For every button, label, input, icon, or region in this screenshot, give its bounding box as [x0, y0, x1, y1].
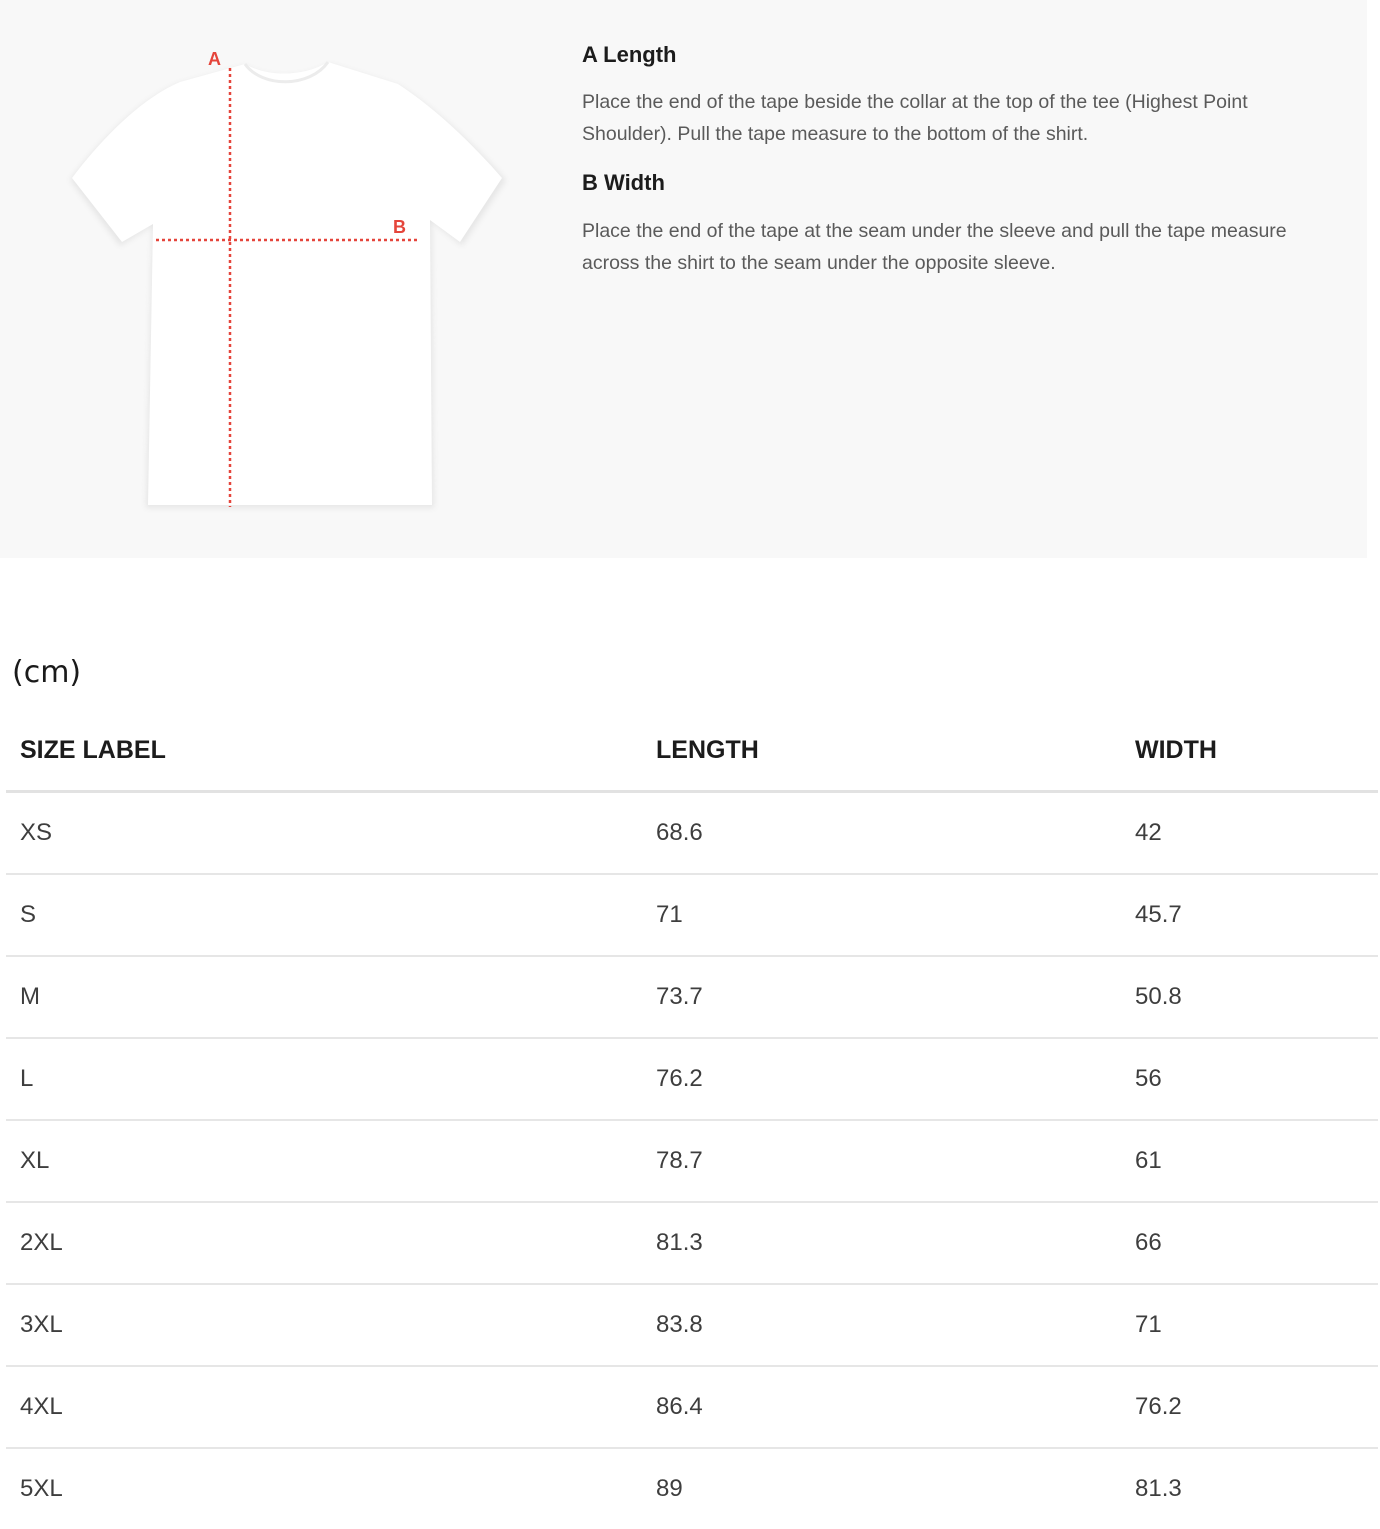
measurement-guide-panel [0, 0, 1367, 558]
width-cell: 81.3 [1135, 1475, 1182, 1502]
width-heading: B Width [582, 170, 665, 196]
size-chart-table [6, 710, 1378, 1529]
tshirt-measurement-diagram [60, 40, 520, 520]
length-cell: 73.7 [642, 956, 1121, 1038]
width-instructions: Place the end of the tape at the seam under the sleeve and pull the tape measure across the shirt to the seam under the opposite sleeve. [582, 219, 1287, 274]
table-row [6, 874, 1378, 956]
table-row [6, 1038, 1378, 1120]
table-row [6, 1284, 1378, 1366]
size-cell: M [6, 956, 642, 1038]
length-cell: 86.4 [642, 1366, 1121, 1448]
unit-label: (cm) [12, 655, 82, 690]
size-cell: 2XL [6, 1202, 642, 1284]
length-cell: 76.2 [642, 1038, 1121, 1120]
size-cell: XS [6, 792, 642, 875]
size-cell: 4XL [6, 1366, 642, 1448]
size-cell: 5XL [20, 1475, 63, 1502]
size-cell: L [6, 1038, 642, 1120]
table-header-row [6, 710, 1378, 792]
length-cell: 68.6 [642, 792, 1121, 875]
length-cell: 89 [656, 1475, 683, 1502]
marker-b-label: B [393, 217, 406, 237]
table-row [6, 1202, 1378, 1284]
length-cell: 83.8 [642, 1284, 1121, 1366]
width-header: WIDTH [1121, 710, 1378, 792]
table-row [6, 956, 1378, 1038]
measurement-instructions [582, 42, 1322, 279]
length-cell: 81.3 [642, 1202, 1121, 1284]
width-cell: 71 [1121, 1284, 1378, 1366]
width-cell: 45.7 [1121, 874, 1378, 956]
table-row [6, 1366, 1378, 1448]
marker-a-label: A [208, 49, 221, 69]
width-cell: 56 [1121, 1038, 1378, 1120]
tshirt-shape [72, 62, 502, 505]
size-label-header: SIZE LABEL [6, 710, 642, 792]
table-row [6, 1120, 1378, 1202]
width-cell: 66 [1121, 1202, 1378, 1284]
length-heading: A Length [582, 42, 677, 67]
length-instructions: Place the end of the tape beside the collar at the top of the tee (Highest Point Shoulder). Pull the tape measure to the bottom of the shirt. [582, 91, 1248, 146]
size-cell: 3XL [6, 1284, 642, 1366]
table-row [6, 1448, 1378, 1529]
size-cell: XL [6, 1120, 642, 1202]
size-cell: S [6, 874, 642, 956]
width-cell: 76.2 [1121, 1366, 1378, 1448]
width-cell: 61 [1121, 1120, 1378, 1202]
length-cell: 78.7 [642, 1120, 1121, 1202]
length-header: LENGTH [642, 710, 1121, 792]
width-cell: 42 [1121, 792, 1378, 875]
width-cell: 50.8 [1121, 956, 1378, 1038]
table-row [6, 792, 1378, 875]
length-cell: 71 [642, 874, 1121, 956]
